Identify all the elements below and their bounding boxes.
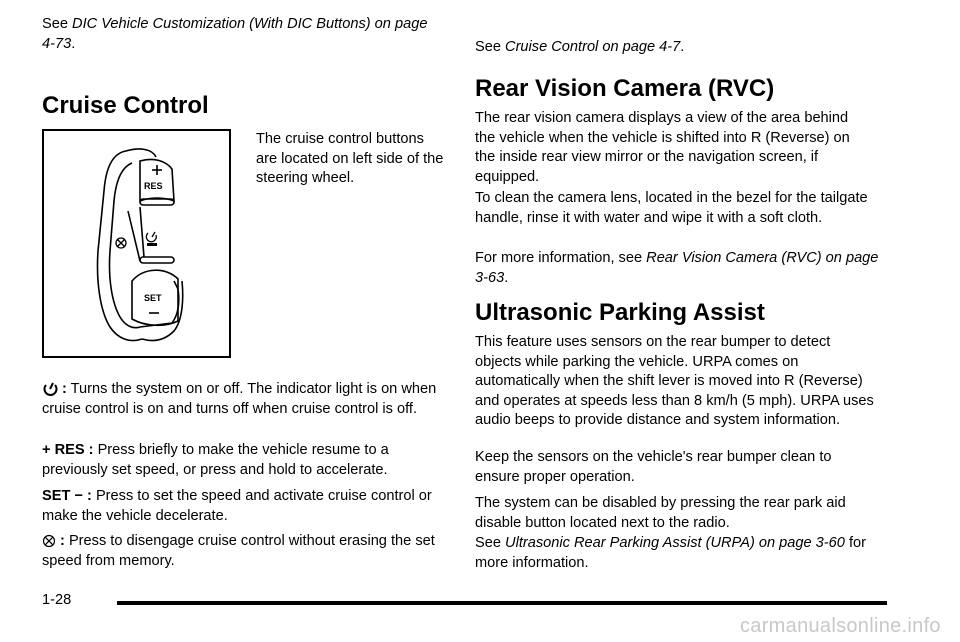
- cancel-icon: [116, 238, 126, 248]
- figure-caption: The cruise control buttons are located on left side of the steering wheel.: [256, 131, 444, 186]
- urpa-heading: Ultrasonic Parking Assist: [475, 299, 765, 326]
- urpa-paragraph-3: The system can be disabled by pressing the rear park aid disable button located next to the radio.: [475, 495, 846, 531]
- see-prefix: See: [42, 16, 68, 32]
- watermark: carmanualsonline.info: [740, 615, 941, 637]
- urpa-paragraph-1: This feature uses sensors on the rear bumper to detect objects while parking the vehicle. URPA comes on automatically when the shift lever is moved into R (Reverse) and operates at speeds less than 8 km/h (5 mph). URPA uses audio beeps to provide distance and system information.: [475, 334, 874, 428]
- footer-rule: [117, 601, 887, 605]
- cruise-on-off-icon: [146, 232, 156, 242]
- cruise-control-heading: Cruise Control: [42, 92, 209, 119]
- see-link[interactable]: DIC Vehicle Customization (With DIC Buttons) on page 4-73: [42, 16, 428, 52]
- see-cruise-reference: See Cruise Control on page 4-7.: [475, 39, 685, 55]
- item-set: SET − : Press to set the speed and activate cruise control or make the vehicle decelerate.: [42, 488, 432, 524]
- item-on-off: : Turns the system on or off. The indicator light is on when cruise control is on and turns off when cruise control is off.: [42, 381, 437, 417]
- urpa-link[interactable]: Ultrasonic Rear Parking Assist (URPA) on page 3-60: [505, 535, 845, 551]
- see-reference: See DIC Vehicle Customization (With DIC Buttons) on page 4-73.: [42, 16, 428, 52]
- item-res: + RES : Press briefly to make the vehicle resume to a previously set speed, or press and hold to accelerate.: [42, 442, 389, 478]
- cancel-icon: [42, 534, 56, 548]
- cruise-on-off-icon: [42, 380, 58, 396]
- cruise-switch-illustration: [44, 131, 229, 356]
- page-number: 1-28: [42, 592, 72, 608]
- urpa-paragraph-2: Keep the sensors on the vehicle's rear bumper clean to ensure proper operation.: [475, 449, 832, 485]
- rvc-paragraph-2: To clean the camera lens, located in the bezel for the tailgate handle, rinse it with water and wipe it with a soft cloth.: [475, 190, 868, 226]
- res-label: RES: [144, 181, 163, 191]
- rvc-heading: Rear Vision Camera (RVC): [475, 75, 775, 102]
- cruise-control-figure: [42, 129, 231, 358]
- urpa-see-reference: See Ultrasonic Rear Parking Assist (URPA) on page 3-60 for more information.: [475, 535, 866, 571]
- rvc-link[interactable]: Rear Vision Camera (RVC) on page 3-63: [475, 250, 879, 286]
- see-cruise-link[interactable]: Cruise Control on page 4-7: [505, 39, 681, 55]
- rvc-more-info: For more information, see Rear Vision Camera (RVC) on page 3-63.: [475, 250, 879, 286]
- rvc-paragraph-1: The rear vision camera displays a view of the area behind the vehicle when the vehicle is shifted into R (Reverse) on the inside rear view mirror or the navigation screen, if equipped.: [475, 110, 850, 185]
- set-label: SET: [144, 293, 162, 303]
- item-cancel: : Press to disengage cruise control without erasing the set speed from memory.: [42, 533, 435, 569]
